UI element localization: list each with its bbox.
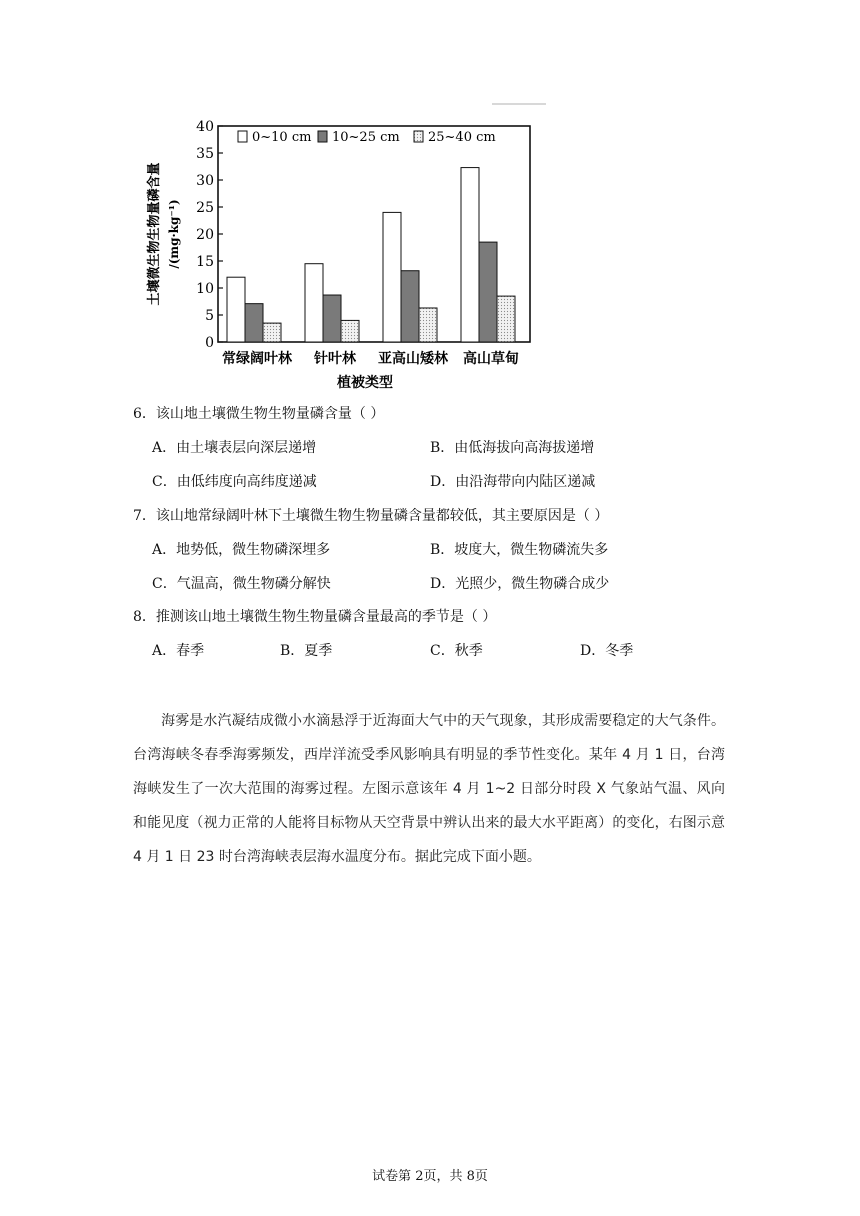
legend-swatch-2 [414,131,423,142]
bar-2-2 [419,308,437,342]
question-7-option-b[interactable]: B．坡度大，微生物磷流失多 [430,542,609,558]
chart-bars [227,168,515,342]
question-6-option-b[interactable]: B．由低海拔向高海拔递增 [430,440,595,456]
chart-legend [238,130,496,145]
bar-0-1 [245,304,263,342]
bar-3-1 [479,242,497,342]
legend-label-2: 25~40 cm [428,130,496,145]
bar-1-1 [323,295,341,342]
question-8-stem: 8．推测该山地土壤微生物生物量磷含量最高的季节是（ ） [133,609,497,625]
question-7-option-d[interactable]: D．光照少，微生物磷合成少 [430,576,610,592]
question-8-option-d[interactable]: D．冬季 [580,643,634,659]
y-axis-unit: /(mg·kg⁻¹) [167,199,181,269]
y-axis-label [146,162,181,305]
passage-text: 海雾是水汽凝结成微小水滴悬浮于近海面大气中的天气现象，其形成需要稳定的大气条件。台湾海峡冬春季海雾频发，西岸洋流受季风影响具有明显的季节性变化。某年 4 月 1 日，台湾海峡发生了一次大范围的海雾过程。左图示意该年 4 月 1~2 日部分时段 X 气象站气温、风向和能见度（视力正常的人能将目标物从天空背景中辨认出来的最大水平距离）的变化，右图示意 4 月 1 日 23 时台湾海峡表层海水温度分布。据此完成下面小题。 [133,713,725,865]
page-top-divider [492,103,546,105]
bar-1-0 [305,264,323,342]
legend-swatch-1 [318,131,327,142]
x-tick-label-0: 常绿阔叶林 [222,351,292,367]
soil-phosphorus-bar-chart [140,112,540,394]
x-tick-label-1: 针叶林 [314,351,356,367]
page-footer: 试卷第 2页，共 8页 [372,1169,488,1184]
x-tick-label-2: 亚高山矮林 [378,351,448,367]
question-8-option-b[interactable]: B．夏季 [280,643,333,659]
x-axis-title: 植被类型 [337,375,393,391]
y-tick-label-25: 25 [196,200,214,216]
question-7-stem: 7．该山地常绿阔叶林下土壤微生物生物量磷含量都较低，其主要原因是（ ） [133,508,609,524]
y-tick-label-30: 30 [196,173,214,189]
bar-2-1 [401,271,419,342]
x-axis-tick-labels [222,350,519,367]
legend-label-0: 0~10 cm [252,130,312,145]
y-axis-title: 土壤微生物生物量磷含量 [147,162,162,306]
question-6-option-d[interactable]: D．由沿海带向内陆区递减 [430,474,596,490]
question-7-option-c[interactable]: C．气温高，微生物磷分解快 [152,576,331,592]
question-6-stem: 6．该山地土壤微生物生物量磷含量（ ） [133,406,385,422]
bar-0-2 [263,323,281,342]
y-tick-label-0: 0 [205,335,214,351]
bar-0-0 [227,277,245,342]
bar-3-0 [461,168,479,342]
bar-1-2 [341,320,359,342]
question-8-option-a[interactable]: A．春季 [152,643,205,659]
reading-passage [133,704,725,874]
x-tick-label-3: 高山草甸 [463,351,519,367]
y-tick-label-20: 20 [196,227,214,243]
question-6-option-a[interactable]: A．由土壤表层向深层递增 [152,440,317,456]
y-tick-label-10: 10 [196,281,214,297]
question-6-option-c[interactable]: C．由低纬度向高纬度递减 [152,474,317,490]
y-tick-label-40: 40 [196,119,214,135]
bar-3-2 [497,296,515,342]
y-tick-label-5: 5 [205,308,214,324]
question-7-option-a[interactable]: A．地势低，微生物磷深埋多 [152,542,331,558]
legend-label-1: 10~25 cm [332,130,400,145]
legend-swatch-0 [238,131,247,142]
question-8-option-c[interactable]: C．秋季 [430,643,483,659]
y-tick-label-15: 15 [196,254,214,270]
y-tick-label-35: 35 [196,146,214,162]
bar-2-0 [383,212,401,342]
